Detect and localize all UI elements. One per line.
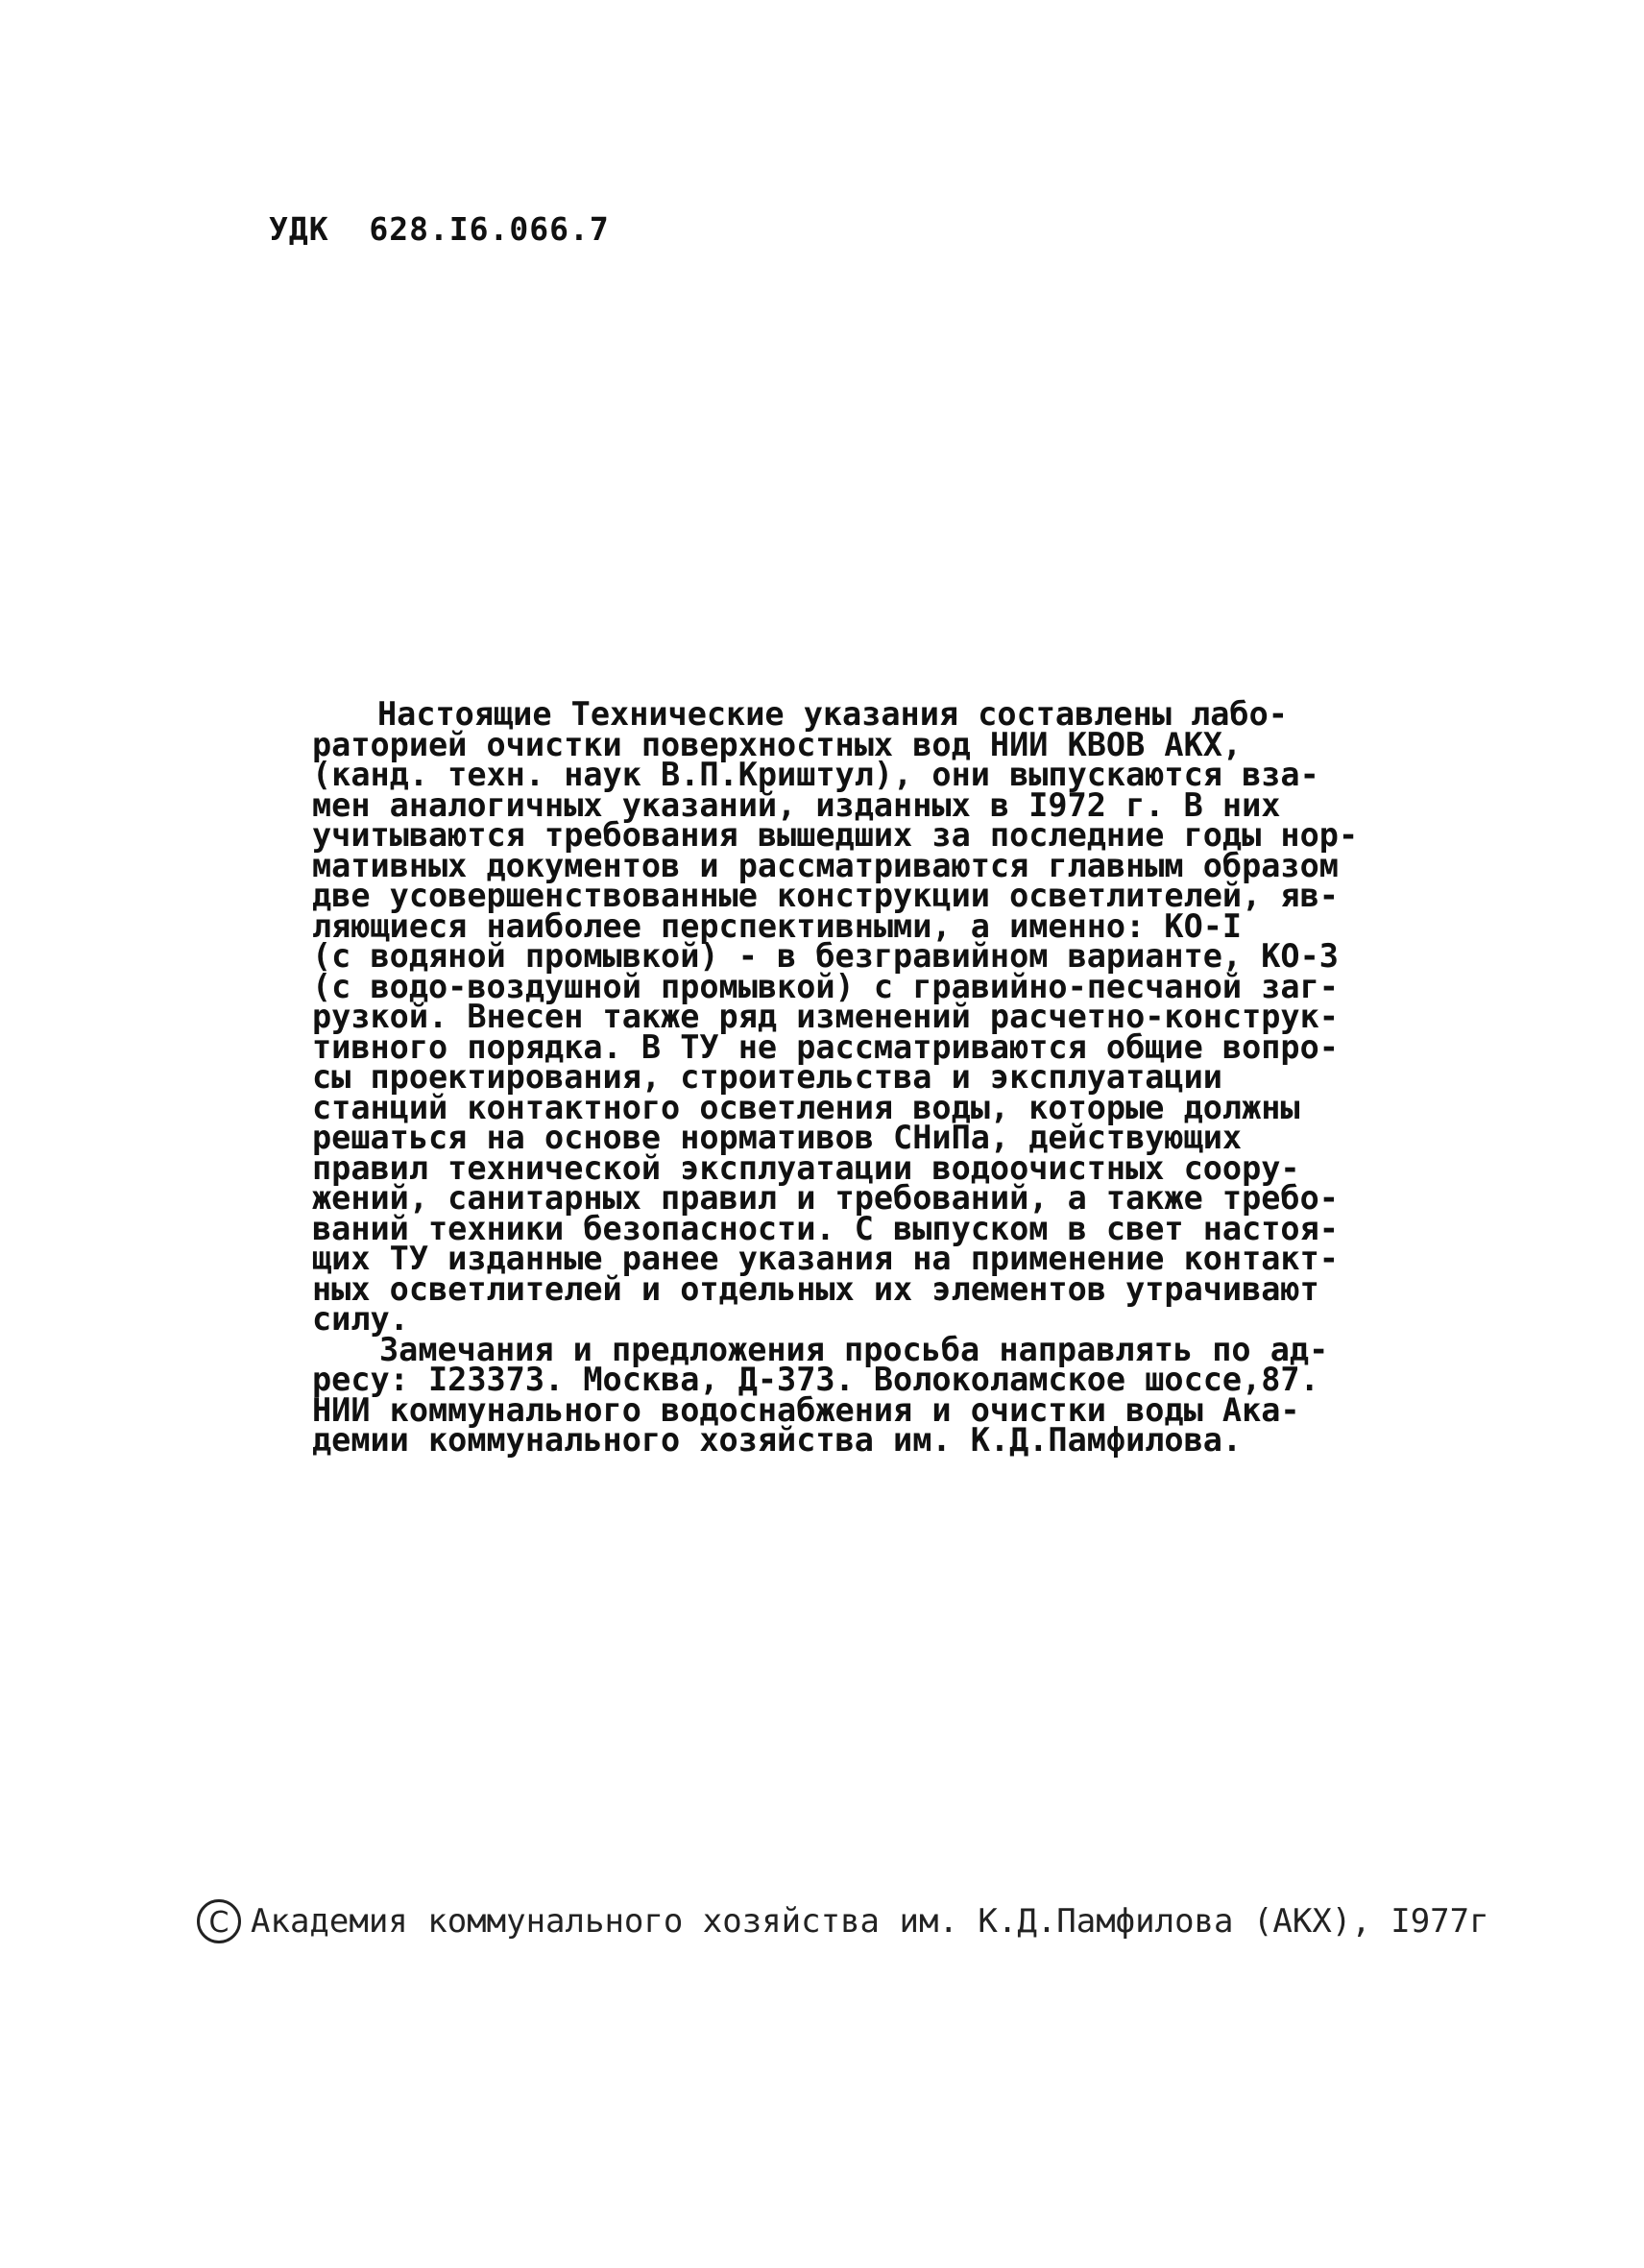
body-text	[312, 695, 1416, 1459]
text-line: ляющиеся наиболее перспективными, а именно: КО-I	[312, 906, 1243, 945]
text-line: ных осветлителей и отдельных их элементов утрачивают	[312, 1269, 1319, 1308]
text-line: тивного порядка. В ТУ не рассматриваются общие вопро-	[312, 1027, 1339, 1066]
text-line: рузкой. Внесен также ряд изменений расчетно-конструк-	[312, 998, 1339, 1035]
udk-code: УДК 628.I6.066.7	[269, 210, 610, 248]
text-line: учитываются требования вышедших за последние годы нор-	[312, 816, 1359, 854]
text-line: ваний техники безопасности. С выпуском в свет настоя-	[312, 1209, 1339, 1247]
text-line: (канд. техн. наук В.П.Криштул), они выпускаются вза-	[312, 756, 1319, 793]
paragraph-2	[312, 1330, 1416, 1459]
text-line: жений, санитарных правил и требований, а также требо-	[312, 1179, 1339, 1217]
paragraph-1	[312, 695, 1416, 1338]
text-line: силу.	[312, 1300, 409, 1338]
text-line: станций контактного осветления воды, которые должны	[312, 1088, 1300, 1126]
text-line: правил технической эксплуатации водоочистных соору-	[312, 1148, 1300, 1187]
text-line: демии коммунального хозяйства им. К.Д.Памфилова.	[312, 1421, 1243, 1459]
copyright-notice	[197, 1899, 1489, 1943]
text-line: мен аналогичных указаний, изданных в I972 г. В них	[312, 785, 1281, 824]
text-line: Замечания и предложения просьба направлять по ад-	[379, 1330, 1329, 1368]
text-line: (с водяной промывкой) - в безгравийном варианте, КО-3	[312, 937, 1339, 975]
text-line: раторией очистки поверхностных вод НИИ КВОВ АКХ,	[312, 725, 1243, 763]
text-line: сы проектирования, строительства и эксплуатации	[312, 1058, 1222, 1096]
text-line: (с водо-воздушной промывкой) с гравийно-песчаной заг-	[312, 967, 1339, 1005]
text-line: щих ТУ изданные ранее указания на применение контакт-	[312, 1240, 1339, 1277]
copyright-icon: C	[197, 1899, 241, 1943]
text-line: ресу: I23373. Москва, Д-373. Волоколамское шоссе,87.	[312, 1361, 1319, 1398]
copyright-text: Академия коммунального хозяйства им. К.Д.Памфилова (АКХ), I977г	[251, 1902, 1489, 1941]
text-line: решаться на основе нормативов СНиПа, действующих	[312, 1119, 1243, 1156]
text-line: Настоящие Технические указания составлены лабо-	[377, 695, 1288, 733]
text-line: мативных документов и рассматриваются главным образом	[312, 846, 1339, 884]
text-line: НИИ коммунального водоснабжения и очистки воды Ака-	[312, 1390, 1300, 1429]
text-line: две усовершенствованные конструкции осветлителей, яв-	[312, 877, 1339, 914]
